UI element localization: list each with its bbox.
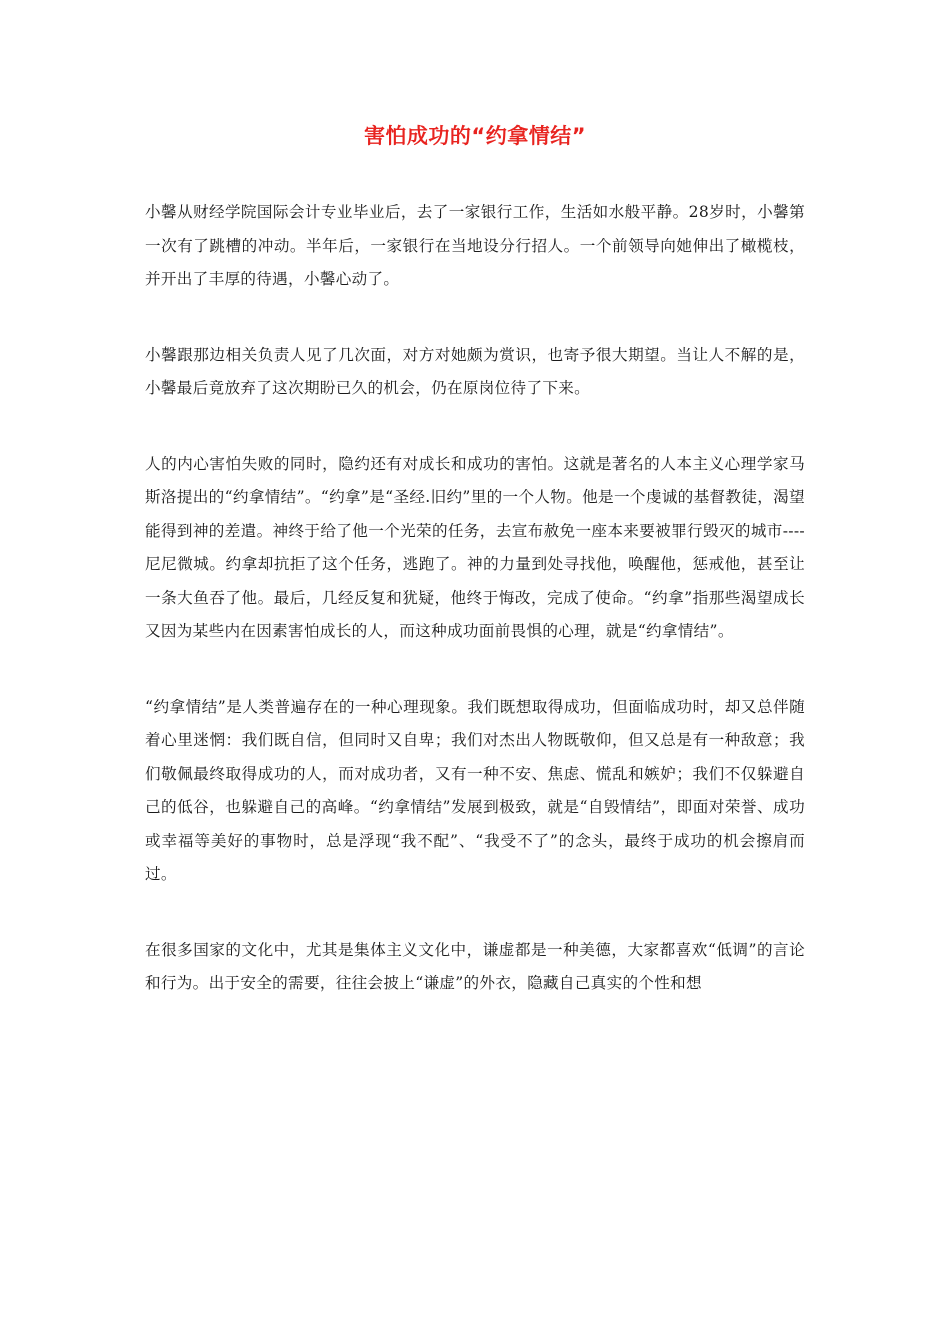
paragraph-4: “约拿情结”是人类普遍存在的一种心理现象。我们既想取得成功，但面临成功时，却又总伴随着心里迷惘：我们既自信，但同时又自卑；我们对杰出人物既敬仰，但又总是有一种敌意；我们敬佩最终取得成功的人，而对成功者，又有一种不安、焦虑、慌乱和嫉妒；我们不仅躲避自己的低谷，也躲避自己的高峰。“约拿情结”发展到极致，就是“自毁情结”，即面对荣誉、成功或幸福等美好的事物时，总是浮现“我不配”、“我受不了”的念头，最终于成功的机会擦肩而过。 <box>145 697 805 883</box>
document-title: 害怕成功的“约拿情结” <box>363 124 587 148</box>
paragraph-2: 小馨跟那边相关负责人见了几次面，对方对她颇为赏识，也寄予很大期望。当让人不解的是，小馨最后竟放弃了这次期盼已久的机会，仍在原岗位待了下来。 <box>145 345 805 397</box>
paragraph-5: 在很多国家的文化中，尤其是集体主义文化中，谦虚都是一种美德，大家都喜欢“低调”的言论和行为。出于安全的需要，往往会披上“谦虚”的外衣，隐藏自己真实的个性和想 <box>145 940 805 992</box>
paragraph-3: 人的内心害怕失败的同时，隐约还有对成长和成功的害怕。这就是著名的人本主义心理学家马斯洛提出的“约拿情结”。“约拿”是“圣经.旧约”里的一个人物。他是一个虔诚的基督教徒，渴望能得到神的差遣。神终于给了他一个光荣的任务，去宣布赦免一座本来要被罪行毁灭的城市----尼尼微城。约拿却抗拒了这个任务，逃跑了。神的力量到处寻找他，唤醒他，惩戒他，甚至让一条大鱼吞了他。最后，几经反复和犹疑，他终于悔改，完成了使命。“约拿”指那些渴望成长又因为某些内在因素害怕成长的人，而这种成功面前畏惧的心理，就是“约拿情结”。 <box>145 454 805 640</box>
document-body <box>145 196 805 1043</box>
paragraph-1: 小馨从财经学院国际会计专业毕业后，去了一家银行工作，生活如水般平静。28岁时，小馨第一次有了跳槽的冲动。半年后，一家银行在当地设分行招人。一个前领导向她伸出了橄榄枝，并开出了丰厚的待遇，小馨心动了。 <box>145 203 805 288</box>
